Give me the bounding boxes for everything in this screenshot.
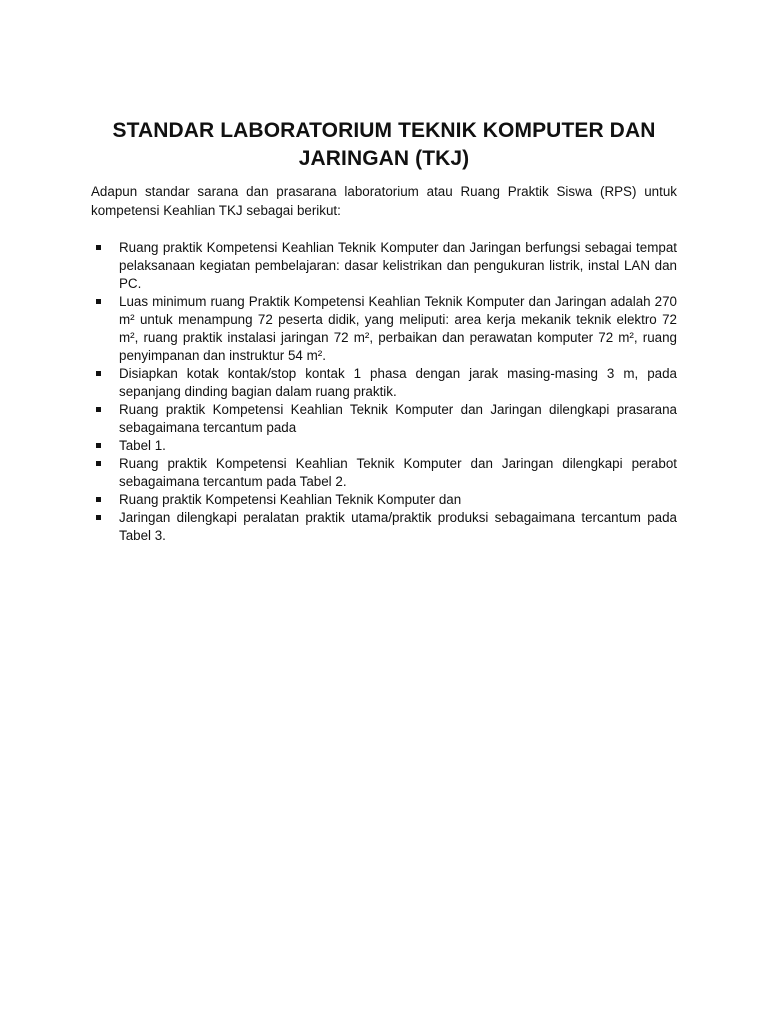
list-item-text: Ruang praktik Kompetensi Keahlian Teknik Komputer dan Jaringan dilengkapi perabot sebagaimana tercantum pada Tabel 2. <box>119 456 677 489</box>
square-bullet-icon <box>96 443 101 448</box>
page-title <box>91 117 677 173</box>
square-bullet-icon <box>96 299 101 304</box>
list-item <box>91 437 677 455</box>
list-item <box>91 491 677 509</box>
list-item <box>91 293 677 365</box>
list-item-text: Jaringan dilengkapi peralatan praktik utama/praktik produksi sebagaimana tercantum pada Tabel 3. <box>119 510 677 543</box>
square-bullet-icon <box>96 515 101 520</box>
list-item <box>91 455 677 491</box>
square-bullet-icon <box>96 245 101 250</box>
list-item-text: Disiapkan kotak kontak/stop kontak 1 phasa dengan jarak masing-masing 3 m, pada sepanjang dinding bagian dalam ruang praktik. <box>119 366 677 399</box>
document-page <box>91 117 677 545</box>
title-line-1: STANDAR LABORATORIUM TEKNIK KOMPUTER DAN <box>112 119 656 142</box>
list-item <box>91 401 677 437</box>
title-line-2: JARINGAN (TKJ) <box>298 147 470 170</box>
square-bullet-icon <box>96 461 101 466</box>
list-item-text: Ruang praktik Kompetensi Keahlian Teknik Komputer dan Jaringan dilengkapi prasarana sebagaimana tercantum pada <box>119 402 677 435</box>
intro-paragraph: Adapun standar sarana dan prasarana laboratorium atau Ruang Praktik Siswa (RPS) untuk kompetensi Keahlian TKJ sebagai berikut: <box>91 184 677 218</box>
list-item-text: Ruang praktik Kompetensi Keahlian Teknik Komputer dan <box>119 492 462 507</box>
list-item-text: Luas minimum ruang Praktik Kompetensi Keahlian Teknik Komputer dan Jaringan adalah 270 m² untuk menampung 72 peserta didik, yang meliputi: area kerja mekanik teknik elektro 72 m², ruang praktik instalasi jaringan 72 m², perbaikan dan perawatan komputer 72 m², ruang penyimpanan dan instruktur 54 m². <box>119 294 677 363</box>
square-bullet-icon <box>96 371 101 376</box>
standards-list <box>91 239 677 545</box>
square-bullet-icon <box>96 497 101 502</box>
list-item-text: Tabel 1. <box>119 438 166 453</box>
list-item-text: Ruang praktik Kompetensi Keahlian Teknik Komputer dan Jaringan berfungsi sebagai tempat pelaksanaan kegiatan pembelajaran: dasar kelistrikan dan pengukuran listrik, instal LAN dan PC. <box>119 240 677 291</box>
list-item <box>91 509 677 545</box>
square-bullet-icon <box>96 407 101 412</box>
list-item <box>91 365 677 401</box>
list-item <box>91 239 677 293</box>
